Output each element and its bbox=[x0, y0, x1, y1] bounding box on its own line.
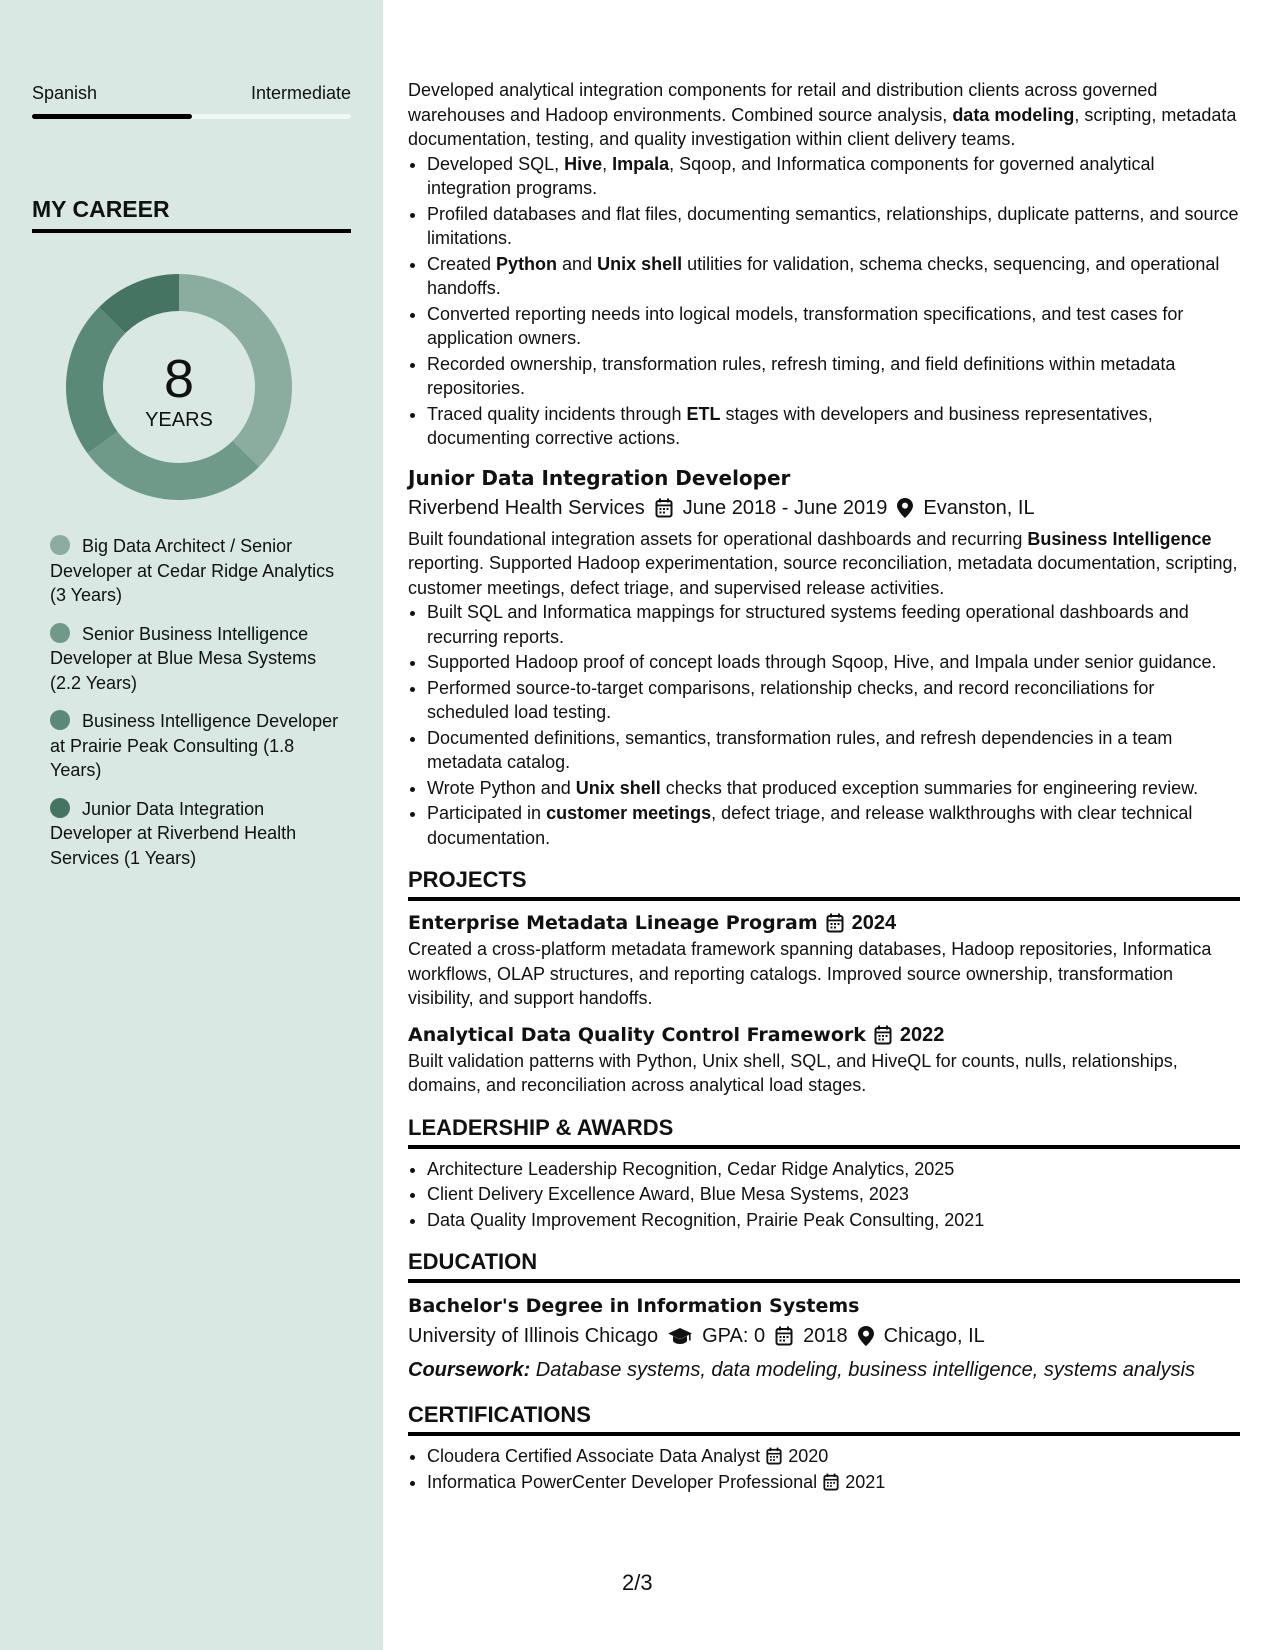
project-description: Created a cross-platform metadata framework spanning databases, Hadoop repositories, Informatica workflows, OLAP structures, and reporting catalogs. Improved source ownership, transformation visibility, and support handoffs. bbox=[408, 939, 1212, 1008]
legend-dot bbox=[50, 798, 70, 818]
list-item: • Client Delivery Excellence Award, Blue Mesa Systems, 2023 bbox=[427, 1182, 1240, 1207]
list-item: • Performed source-to-target comparisons, relationship checks, and record reconciliations for scheduled load testing. bbox=[427, 676, 1240, 725]
job-meta bbox=[408, 493, 1240, 523]
job-bullets bbox=[408, 152, 1240, 451]
education-meta bbox=[408, 1321, 1240, 1351]
career-years-label: YEARS bbox=[145, 409, 213, 431]
school-location: Chicago, IL bbox=[883, 1325, 985, 1347]
legend-dot bbox=[50, 710, 70, 730]
main-content bbox=[408, 78, 1240, 1495]
coursework: Coursework: Database systems, data modeling, business intelligence, systems analysis bbox=[408, 1359, 1196, 1381]
language-row bbox=[32, 83, 351, 104]
career-item bbox=[50, 797, 340, 871]
job-bullets bbox=[408, 600, 1240, 850]
career-item-text: Senior Business Intelligence Developer at Blue Mesa Systems (2.2 Years) bbox=[50, 623, 317, 693]
list-item: • Participated in customer meetings, defect triage, and release walkthroughs with clear technical documentation. bbox=[427, 801, 1240, 850]
list-item: • Wrote Python and Unix shell checks that produced exception summaries for engineering review. bbox=[427, 776, 1240, 801]
calendar-icon bbox=[826, 913, 844, 933]
career-item bbox=[50, 709, 340, 783]
donut-segment bbox=[88, 432, 259, 500]
job-location: Evanston, IL bbox=[923, 496, 1035, 519]
calendar-icon bbox=[874, 1025, 892, 1045]
project-description: Built validation patterns with Python, Unix shell, SQL, and HiveQL for counts, nulls, relationships, domains, and reconciliation across analytical load stages. bbox=[408, 1050, 1178, 1095]
list-item: • Recorded ownership, transformation rules, refresh timing, and field definitions within metadata repositories. bbox=[427, 352, 1240, 401]
list-item: • Architecture Leadership Recognition, Cedar Ridge Analytics, 2025 bbox=[427, 1157, 1240, 1182]
job-summary: Developed analytical integration components for retail and distribution clients across governed warehouses and Hadoop environments. Combined source analysis, data modeling, scripting, metadata documentation, testing, and quality investigation within client delivery teams. bbox=[408, 80, 1237, 149]
calendar-icon bbox=[823, 1473, 839, 1491]
legend-dot bbox=[50, 623, 70, 643]
job-summary: Built foundational integration assets for operational dashboards and recurring Business Intelligence reporting. Supported Hadoop experimentation, source reconciliation, metadata documentation, scripting, customer meetings, defect triage, and supervised release activities. bbox=[408, 528, 1238, 598]
project-year: 2022 bbox=[899, 1023, 945, 1046]
list-item: • Traced quality incidents through ETL stages with developers and business representatives, documenting corrective actions. bbox=[427, 402, 1240, 451]
list-item: • Documented definitions, semantics, transformation rules, and refresh dependencies in a team metadata catalog. bbox=[427, 726, 1240, 775]
career-section-title: MY CAREER bbox=[32, 196, 351, 233]
career-item-text: Junior Data Integration Developer at Riverbend Health Services (1 Years) bbox=[50, 798, 297, 868]
career-item-text: Big Data Architect / Senior Developer at Cedar Ridge Analytics (3 Years) bbox=[50, 536, 335, 605]
gpa: GPA: 0 bbox=[702, 1325, 766, 1347]
list-item: • Converted reporting needs into logical models, transformation specifications, and test cases for application owners. bbox=[427, 302, 1240, 351]
leadership-section-title: LEADERSHIP & AWARDS bbox=[408, 1114, 1240, 1149]
list-item: • Cloudera Certified Associate Data Analyst 2020 bbox=[427, 1444, 1240, 1469]
degree-title: Bachelor's Degree in Information Systems bbox=[408, 1295, 860, 1317]
certifications-list bbox=[408, 1444, 1240, 1494]
list-item: • Informatica PowerCenter Developer Professional 2021 bbox=[427, 1470, 1240, 1495]
legend-dot bbox=[50, 535, 70, 555]
calendar-icon bbox=[766, 1447, 782, 1465]
language-level: Intermediate bbox=[250, 83, 351, 103]
page-number: 2/3 bbox=[622, 1570, 653, 1595]
projects-section-title: PROJECTS bbox=[408, 866, 1240, 901]
career-list bbox=[50, 534, 340, 884]
leadership-list bbox=[408, 1157, 1240, 1233]
list-item: • Data Quality Improvement Recognition, Prairie Peak Consulting, 2021 bbox=[427, 1208, 1240, 1233]
list-item: • Supported Hadoop proof of concept loads through Sqoop, Hive, and Impala under senior guidance. bbox=[427, 650, 1240, 675]
list-item: • Built SQL and Informatica mappings for structured systems feeding operational dashboards and recurring reports. bbox=[427, 600, 1240, 649]
project-year: 2024 bbox=[851, 912, 897, 934]
certifications-section-title: CERTIFICATIONS bbox=[408, 1401, 1240, 1436]
career-item bbox=[50, 534, 340, 608]
list-item: • Created Python and Unix shell utilities for validation, schema checks, sequencing, and operational handoffs. bbox=[427, 252, 1240, 301]
job-dates: June 2018 - June 2019 bbox=[682, 496, 888, 519]
project-title: Analytical Data Quality Control Framework 2022 bbox=[408, 1021, 1240, 1049]
graduation-year: 2018 bbox=[803, 1325, 848, 1347]
career-item-text: Business Intelligence Developer at Prairie Peak Consulting (1.8 Years) bbox=[50, 711, 339, 780]
list-item: • Developed SQL, Hive, Impala, Sqoop, and Informatica components for governed analytical integration programs. bbox=[427, 152, 1240, 201]
language-proficiency-fill bbox=[32, 114, 192, 119]
project-title: Enterprise Metadata Lineage Program 2024 bbox=[408, 909, 1240, 937]
language-proficiency-bar bbox=[32, 114, 351, 119]
list-item: • Profiled databases and flat files, documenting semantics, relationships, duplicate patterns, and source limitations. bbox=[427, 202, 1240, 251]
calendar-icon bbox=[775, 1326, 793, 1346]
education-section-title: EDUCATION bbox=[408, 1248, 1240, 1283]
calendar-icon bbox=[655, 498, 673, 518]
job-title: Junior Data Integration Developer bbox=[408, 465, 791, 490]
location-pin-icon bbox=[858, 1326, 874, 1346]
location-pin-icon bbox=[897, 498, 913, 518]
language-name: Spanish bbox=[32, 83, 98, 103]
career-item bbox=[50, 622, 340, 696]
school-name: University of Illinois Chicago bbox=[408, 1325, 659, 1347]
sidebar bbox=[0, 0, 383, 1650]
career-years-number: 8 bbox=[163, 349, 195, 409]
graduation-cap-icon bbox=[668, 1327, 692, 1345]
job-company: Riverbend Health Services bbox=[408, 496, 645, 519]
